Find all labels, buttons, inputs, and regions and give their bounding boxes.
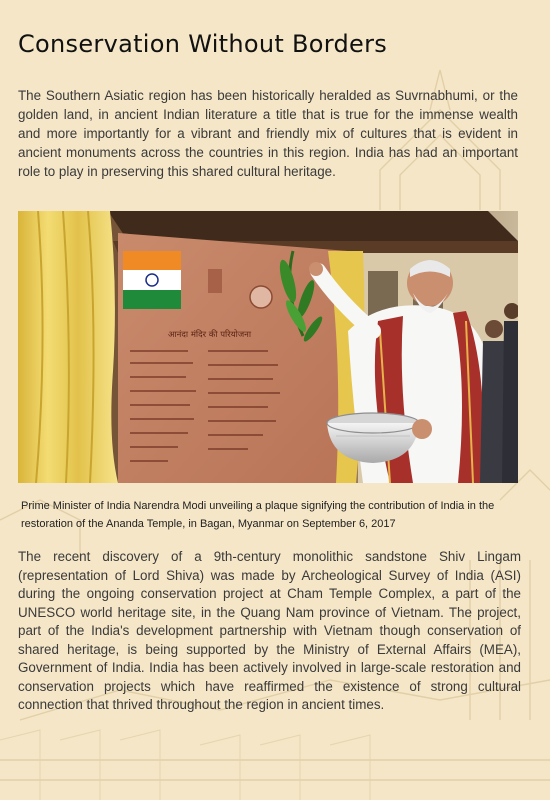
article-photo (18, 211, 518, 483)
article-title: Conservation Without Borders (18, 30, 388, 58)
canopy-roof (108, 211, 518, 241)
intro-paragraph: The Southern Asiatic region has been historically heralded as Suvrnabhumi, or the golden land, in ancient Indian literature a title that is true for the immense wealth and more importantly for a vibrant and friendly mix of cultures that is evident in ancient monuments across the countries in this region. India has had an important role to play in preserving this shared cultural heritage. (18, 88, 518, 179)
photo-caption: Prime Minister of India Narendra Modi unveiling a plaque signifying the contribution of India in the restoration of the Ananda Temple, in Bagan, Myanmar on September 6, 2017 (21, 500, 495, 530)
plaque-heading: आनंदा मंदिर की परियोजना (168, 330, 252, 340)
photo-illustration (18, 211, 518, 483)
body-paragraph: The recent discovery of a 9th-century monolithic sandstone Shiv Lingam (representation of Lord Shiva) was made by Archeological Survey of India (ASI) during the ongoing conservation project at Cham Temple Complex, a part of the UNESCO world heritage site, in the Quang Nam province of Vietnam. The project, part of the India's development partnership with Vietnam though conservation of shared heritage, is being supported by the Ministry of External Affairs (MEA), Government of India. India has been actively involved in large-scale restoration and conservation projects which have reaffirmed the existence of strong cultural connection that thrived throughout the region in ancient times. (18, 549, 521, 712)
bystanders (480, 303, 518, 483)
